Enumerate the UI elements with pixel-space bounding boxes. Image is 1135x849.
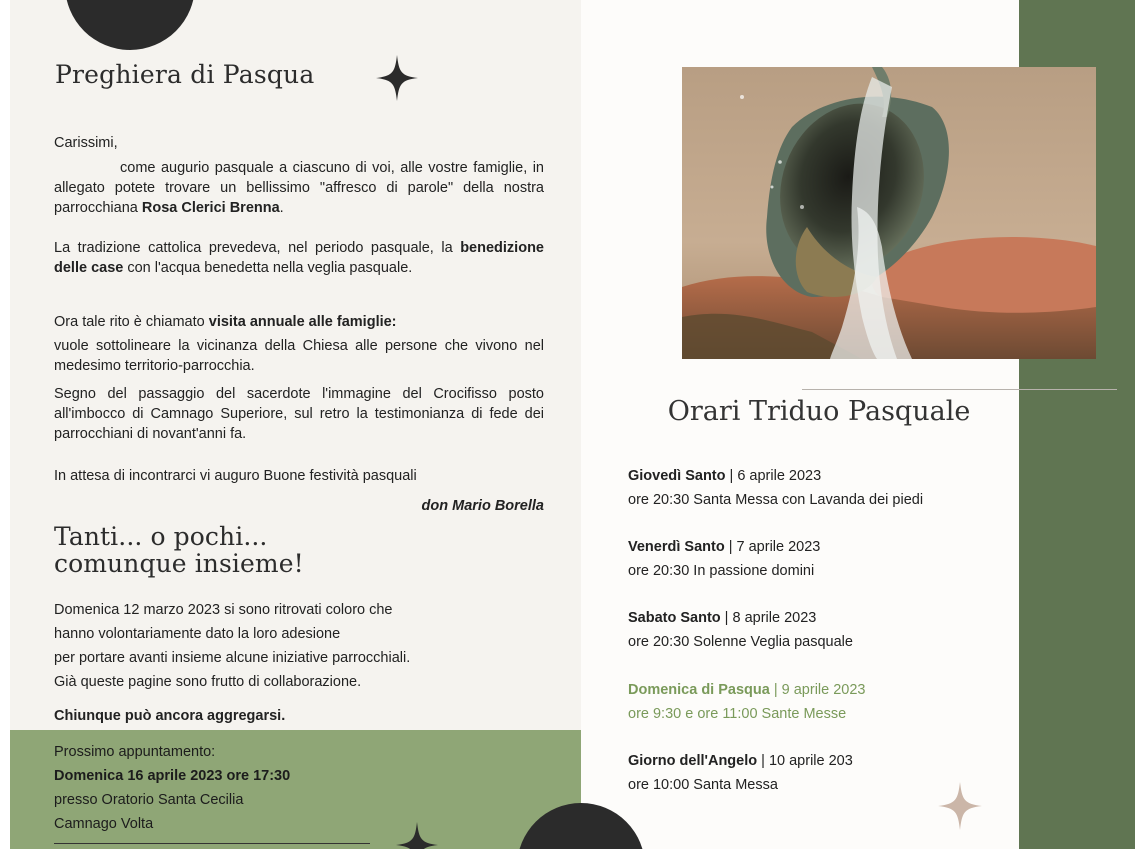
event-giovedi: Giovedì Santo | 6 aprile 2023 ore 20:30 Santa Messa con Lavanda dei piedi <box>628 468 924 508</box>
page-title: Preghiera di Pasqua <box>55 60 315 89</box>
paragraph-augurio: come augurio pasquale a ciascuno di voi, alle vostre famiglie, in allegato potete trovare un bellissimo "affresco di parole" della nostra parrocchiana Rosa Clerici Brenna. <box>54 160 544 216</box>
next-appointment-town: Camnago Volta <box>54 816 154 832</box>
signature: don Mario Borella <box>421 498 544 514</box>
paragraph-rito: Ora tale rito è chiamato visita annuale alle famiglie: <box>54 314 397 330</box>
next-appointment <box>54 740 290 836</box>
sparkle-star-icon <box>396 822 438 849</box>
paragraph-collaborazione <box>54 598 544 694</box>
paragraph-crocifisso: Segno del passaggio del sacerdote l'immagine del Crocifisso posto all'imbocco di Camnago Superiore, sul retro la testimonianza di fede dei parrocchiani di novant'anni fa. <box>54 386 544 442</box>
section-title-line1: Tanti... o pochi... <box>54 522 268 551</box>
paragraph-aggregarsi: Chiunque può ancora aggregarsi. <box>54 708 286 724</box>
divider-line <box>802 389 1117 390</box>
next-appointment-date: Domenica 16 aprile 2023 ore 17:30 <box>54 768 291 784</box>
paragraph-auguri: In attesa di incontrarci vi auguro Buone festività pasquali <box>54 468 417 484</box>
paragraph-vicinanza: vuole sottolineare la vicinanza della Chiesa alle persone che vivono nel medesimo territorio-parrocchia. <box>54 338 544 374</box>
event-venerdi: Venerdì Santo | 7 aprile 2023 ore 20:30 In passione domini <box>628 539 821 579</box>
text-line: Domenica 12 marzo 2023 si sono ritrovati coloro che <box>54 602 393 618</box>
paragraph-tradizione: La tradizione cattolica prevedeva, nel periodo pasquale, la benedizione delle case con l'acqua benedetta nella veglia pasquale. <box>54 240 544 276</box>
divider-line <box>54 843 370 844</box>
event-sabato: Sabato Santo | 8 aprile 2023 ore 20:30 Solenne Veglia pasquale <box>628 610 853 650</box>
schedule-title: Orari Triduo Pasquale <box>667 396 971 427</box>
sparkle-star-icon <box>938 782 982 830</box>
section-title-tanti <box>54 523 304 577</box>
fountain-photo <box>682 67 1096 359</box>
sparkle-star-icon <box>376 55 418 101</box>
text-line: hanno volontariamente dato la loro adesione <box>54 626 341 642</box>
text-line: Già queste pagine sono frutto di collaborazione. <box>54 674 362 690</box>
decorative-circle-top <box>65 0 195 50</box>
event-angelo: Giorno dell'Angelo | 10 aprile 203 ore 10:00 Santa Messa <box>628 753 853 793</box>
greeting: Carissimi, <box>54 135 118 151</box>
next-appointment-label: Prossimo appuntamento: <box>54 744 216 760</box>
event-domenica: Domenica di Pasqua | 9 aprile 2023 ore 9:30 e ore 11:00 Sante Messe <box>628 682 866 722</box>
next-appointment-place: presso Oratorio Santa Cecilia <box>54 792 244 808</box>
text-line: per portare avanti insieme alcune iniziative parrocchiali. <box>54 650 411 666</box>
section-title-line2: comunque insieme! <box>54 549 304 578</box>
